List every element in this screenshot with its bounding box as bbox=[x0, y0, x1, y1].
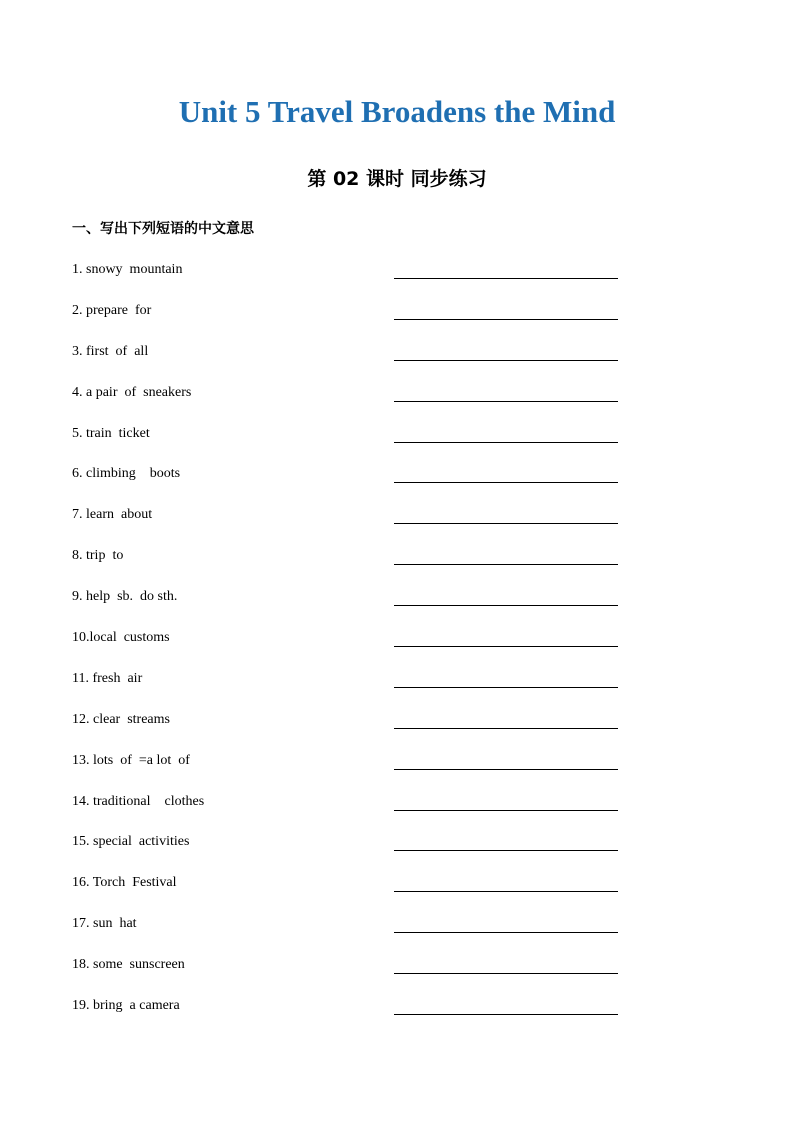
list-item bbox=[72, 867, 618, 908]
list-item bbox=[72, 663, 618, 704]
list-item bbox=[72, 786, 618, 827]
phrase-text: 6. climbing boots bbox=[72, 466, 181, 482]
answer-blank[interactable] bbox=[394, 605, 618, 606]
list-item bbox=[72, 336, 618, 377]
answer-blank[interactable] bbox=[394, 564, 618, 565]
list-item bbox=[72, 704, 618, 745]
phrase-text: 18. some sunscreen bbox=[72, 957, 185, 973]
answer-blank[interactable] bbox=[394, 319, 618, 320]
phrase-text: 3. first of all bbox=[72, 343, 149, 359]
answer-blank[interactable] bbox=[394, 891, 618, 892]
phrase-text: 5. train ticket bbox=[72, 425, 150, 441]
list-item bbox=[72, 499, 618, 540]
phrase-text: 16. Torch Festival bbox=[72, 875, 177, 891]
answer-blank[interactable] bbox=[394, 442, 618, 443]
answer-blank[interactable] bbox=[394, 1014, 618, 1015]
answer-blank[interactable] bbox=[394, 482, 618, 483]
phrase-text: 7. learn about bbox=[72, 507, 153, 523]
list-item bbox=[72, 458, 618, 499]
answer-blank[interactable] bbox=[394, 278, 618, 279]
answer-blank[interactable] bbox=[394, 360, 618, 361]
answer-blank[interactable] bbox=[394, 728, 618, 729]
phrase-text: 1. snowy mountain bbox=[72, 262, 183, 277]
answer-blank[interactable] bbox=[394, 850, 618, 851]
list-item bbox=[72, 990, 618, 1031]
answer-blank[interactable] bbox=[394, 932, 618, 933]
phrase-text: 2. prepare for bbox=[72, 302, 152, 318]
answer-blank[interactable] bbox=[394, 973, 618, 974]
section-heading: 一、写出下列短语的中文意思 bbox=[72, 221, 254, 237]
phrase-text: 8. trip to bbox=[72, 548, 124, 564]
phrase-text: 13. lots of =a lot of bbox=[72, 752, 190, 768]
answer-blank[interactable] bbox=[394, 646, 618, 647]
phrase-text: 14. traditional clothes bbox=[72, 793, 205, 809]
list-item bbox=[72, 826, 618, 867]
list-item bbox=[72, 295, 618, 336]
answer-blank[interactable] bbox=[394, 687, 618, 688]
phrase-text: 17. sun hat bbox=[72, 916, 137, 932]
phrase-text: 10.local customs bbox=[72, 630, 170, 646]
list-item bbox=[72, 908, 618, 949]
list-item bbox=[72, 745, 618, 786]
answer-blank[interactable] bbox=[394, 401, 618, 402]
list-item bbox=[72, 254, 618, 295]
list-item bbox=[72, 418, 618, 459]
list-item bbox=[72, 622, 618, 663]
lesson-subtitle: 第 02 课时 同步练习 bbox=[307, 168, 487, 190]
list-item bbox=[72, 949, 618, 990]
list-item bbox=[72, 540, 618, 581]
phrase-list bbox=[72, 254, 618, 1031]
phrase-text: 9. help sb. do sth. bbox=[72, 589, 178, 605]
answer-blank[interactable] bbox=[394, 523, 618, 524]
list-item bbox=[72, 377, 618, 418]
phrase-text: 12. clear streams bbox=[72, 711, 170, 727]
phrase-text: 19. bring a camera bbox=[72, 998, 180, 1014]
answer-blank[interactable] bbox=[394, 810, 618, 811]
answer-blank[interactable] bbox=[394, 769, 618, 770]
phrase-text: 15. special activities bbox=[72, 834, 190, 850]
page-title: Unit 5 Travel Broadens the Mind bbox=[178, 94, 616, 129]
phrase-text: 4. a pair of sneakers bbox=[72, 384, 192, 400]
phrase-text: 11. fresh air bbox=[72, 670, 143, 686]
list-item bbox=[72, 581, 618, 622]
